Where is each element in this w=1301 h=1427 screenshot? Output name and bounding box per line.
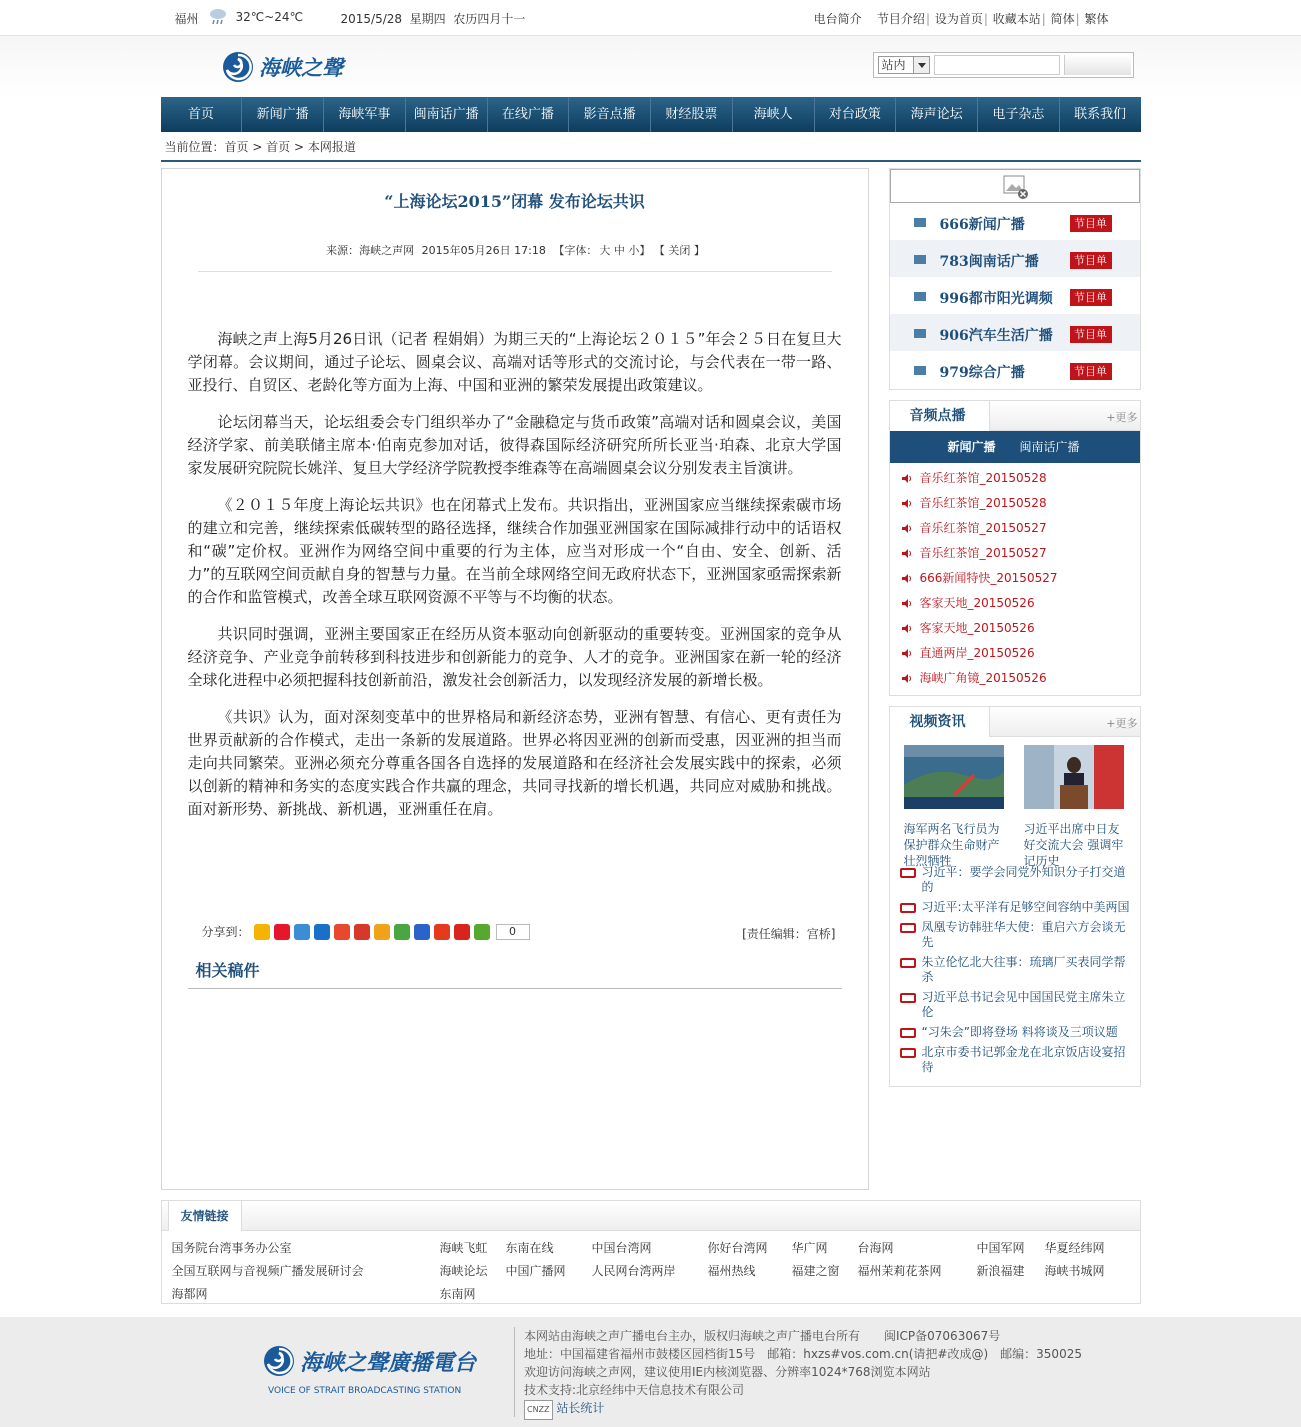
- speaker-icon: [902, 499, 912, 508]
- site-stats-link[interactable]: 站长统计: [556, 1401, 605, 1415]
- main-content: [161, 168, 1141, 1190]
- nav-taiwan-policy[interactable]: 对台政策: [815, 97, 897, 132]
- logo-text: 海峡之聲: [258, 55, 343, 80]
- friend-link[interactable]: 中国军网: [976, 1241, 1025, 1255]
- footer-browser-note: 欢迎访问海峡之声网，建议使用IE内核浏览器、分辨率1024*768浏览本网站: [524, 1365, 931, 1379]
- audio-item[interactable]: 海峡广角镜_20150526: [890, 666, 1140, 691]
- tab-news-broadcast[interactable]: 新闻广播: [947, 440, 996, 454]
- share-people-icon[interactable]: [354, 924, 370, 940]
- audio-box-title: 音频点播: [890, 401, 990, 431]
- main-nav: [161, 97, 1141, 132]
- audio-item[interactable]: 客家天地_20150526: [890, 591, 1140, 616]
- video-item[interactable]: 习近平:太平洋有足够空间容纳中美两国: [890, 900, 1140, 915]
- radio-station-row[interactable]: 906汽车生活广播 节目单: [890, 314, 1140, 351]
- video-card[interactable]: [904, 745, 1006, 869]
- link-program-intro[interactable]: 节目介绍: [876, 12, 925, 26]
- program-list-button[interactable]: 节目单: [1070, 326, 1112, 343]
- program-list-button[interactable]: 节目单: [1070, 289, 1112, 306]
- footer-logo-en: VOICE OF STRAIT BROADCASTING STATION: [268, 1386, 462, 1396]
- lunar-date: 农历四月十一: [453, 12, 526, 26]
- close-link[interactable]: 【 关闭 】: [653, 244, 705, 257]
- tv-icon: [900, 923, 916, 933]
- footer-logo: [262, 1331, 502, 1397]
- audio-item[interactable]: 客家天地_20150526: [890, 616, 1140, 641]
- share-clover-icon[interactable]: [394, 924, 410, 940]
- search-box: [873, 52, 1134, 78]
- article-time: 2015年05月26日 17:18: [421, 244, 546, 257]
- video-item[interactable]: 习近平总书记会见中国国民党主席朱立伦: [890, 990, 1140, 1020]
- site-logo[interactable]: [221, 50, 371, 84]
- friend-link[interactable]: 福州茉莉花茶网: [857, 1264, 942, 1278]
- friend-link[interactable]: 你好台湾网: [707, 1241, 768, 1255]
- video-featured: [890, 737, 1140, 868]
- friend-link[interactable]: 台海网: [857, 1241, 894, 1255]
- footer: [0, 1317, 1301, 1427]
- speaker-icon: [902, 524, 912, 533]
- video-news-box: [889, 706, 1141, 1087]
- friend-link[interactable]: 东南在线: [505, 1241, 554, 1255]
- sidebar: [889, 168, 1141, 1087]
- speaker-icon: [902, 599, 912, 608]
- video-item[interactable]: “习朱会”即将登场 料将谈及三项议题: [890, 1025, 1140, 1040]
- friend-link[interactable]: 全国互联网与音视频广播发展研讨会: [171, 1264, 364, 1278]
- friend-links-header: [162, 1201, 1140, 1231]
- font-size-small[interactable]: 小】: [628, 244, 651, 257]
- nav-minnan-broadcast[interactable]: 闽南话广播: [406, 97, 488, 132]
- share-count: 0: [496, 924, 530, 940]
- audio-box-header: [890, 401, 1140, 431]
- radio-station-row[interactable]: 996都市阳光调频 节目单: [890, 277, 1140, 314]
- search-input[interactable]: [934, 55, 1060, 75]
- speaker-icon: [902, 674, 912, 683]
- nav-strait-people[interactable]: 海峡人: [733, 97, 815, 132]
- share-tianya-icon[interactable]: [374, 924, 390, 940]
- share-label: 分享到：: [201, 925, 250, 939]
- footer-address: 地址：中国福建省福州市鼓楼区园档街15号 邮箱：hxzs#vos.com.cn(请把#改成@) 邮编：350025: [524, 1347, 1082, 1361]
- link-traditional[interactable]: 繁体: [1084, 12, 1109, 26]
- video-list: [890, 863, 1140, 1086]
- temperature: 32℃~24℃: [235, 10, 304, 24]
- video-title[interactable]: 习近平出席中日友好交流大会 强调牢记历史: [1023, 822, 1124, 868]
- radio-stations-box: [889, 168, 1141, 390]
- audio-on-demand-box: [889, 400, 1141, 696]
- video-title[interactable]: 海军两名飞行员为保护群众生命财产壮烈牺牲: [903, 822, 1000, 868]
- friend-link[interactable]: 东南网: [439, 1287, 476, 1301]
- tv-icon: [900, 958, 916, 968]
- program-list-button[interactable]: 节目单: [1070, 215, 1112, 232]
- tv-icon: [900, 1048, 916, 1058]
- friend-links-box: [161, 1200, 1141, 1304]
- tv-icon: [900, 993, 916, 1003]
- share-baidu-icon[interactable]: [414, 924, 430, 940]
- audio-item[interactable]: 音乐红茶馆_20150528: [890, 466, 1140, 491]
- friend-link[interactable]: 海都网: [171, 1287, 208, 1301]
- program-list-button[interactable]: 节目单: [1070, 252, 1112, 269]
- top-bar: [0, 0, 1301, 36]
- video-item[interactable]: 北京市委书记郭金龙在北京饭店设宴招待: [890, 1045, 1140, 1075]
- article-paragraph: 《共识》认为，面对深刻变革中的世界格局和新经济态势，亚洲有智慧、有信心、更有责任为世界贡献新的合作模式，走出一条新的发展道路。世界必将因亚洲的创新而受惠，因亚洲的担当而走向共同繁荣。亚洲必须充分尊重各国各自选择的发展道路和在经济社会发展实践中的探索，必须以创新的精神和务实的态度实践合作共赢的理念，共同寻找新的增长机遇，共同应对威胁和挑战。面对新形势、新挑战、新机遇，亚洲重任在肩。: [187, 708, 842, 818]
- link-set-home[interactable]: 设为首页: [934, 12, 983, 26]
- video-item[interactable]: 凤凰专访韩驻华大使：重启六方会谈无先: [890, 920, 1140, 950]
- friend-link[interactable]: 中国广播网: [505, 1264, 566, 1278]
- friend-link[interactable]: 福州热线: [707, 1264, 756, 1278]
- share-renren-icon[interactable]: [314, 924, 330, 940]
- friend-link[interactable]: 海峡论坛: [439, 1264, 488, 1278]
- banner-image-placeholder: [890, 169, 1140, 203]
- footer-info: [524, 1327, 1082, 1420]
- search-button[interactable]: [1064, 55, 1131, 75]
- share-qzone-icon[interactable]: [254, 924, 270, 940]
- audio-item[interactable]: 音乐红茶馆_20150527: [890, 541, 1140, 566]
- radio-icon: [914, 366, 926, 375]
- date: 2015/5/28: [340, 12, 403, 26]
- article-panel: [161, 168, 869, 1190]
- video-thumbnail[interactable]: [904, 745, 1004, 809]
- breadcrumb: 当前位置：首页 > 首页 > 本网报道: [161, 132, 1141, 162]
- share-bar: [202, 923, 530, 940]
- friend-link[interactable]: 华夏经纬网: [1044, 1241, 1105, 1255]
- friend-link[interactable]: 中国台湾网: [591, 1241, 652, 1255]
- article-body: [162, 328, 868, 821]
- nav-online-broadcast[interactable]: 在线广播: [488, 97, 570, 132]
- radio-station-row[interactable]: 979综合广播 节目单: [890, 351, 1140, 388]
- nav-contact[interactable]: 联系我们: [1074, 107, 1127, 122]
- radio-icon: [914, 292, 926, 301]
- share-netease-icon[interactable]: [434, 924, 450, 940]
- friend-link[interactable]: 人民网台湾两岸: [591, 1264, 676, 1278]
- footer-divider: [514, 1327, 515, 1417]
- audio-item[interactable]: 音乐红茶馆_20150528: [890, 491, 1140, 516]
- font-size-medium[interactable]: 中: [613, 244, 625, 257]
- nav-media-on-demand[interactable]: 影音点播: [569, 97, 651, 132]
- video-item[interactable]: 习近平：要学会同党外知识分子打交道的: [890, 865, 1140, 895]
- speaker-icon: [902, 474, 912, 483]
- link-simplified[interactable]: 简体: [1050, 12, 1075, 26]
- article-paragraph: 共识同时强调，亚洲主要国家正在经历从资本驱动向创新驱动的重要转变。亚洲国家的竞争从经济竞争、产业竞争前转移到科技进步和创新能力的竞争、人才的竞争。亚洲国家在新一轮的经济全球化进程中必须把握科技创新前沿，激发社会创新活力，以发现经济发展的新增长极。: [187, 625, 842, 689]
- radio-station-row[interactable]: 666新闻广播 节目单: [890, 203, 1140, 240]
- friend-link[interactable]: 新浪福建: [976, 1264, 1025, 1278]
- share-tqq-icon[interactable]: [294, 924, 310, 940]
- friend-link[interactable]: 海峡书城网: [1044, 1264, 1105, 1278]
- audio-more-link[interactable]: +更多: [1106, 411, 1138, 424]
- related-articles-title: 相关稿件: [188, 959, 842, 989]
- nav-forum[interactable]: 海声论坛: [896, 97, 978, 132]
- header: [0, 36, 1301, 97]
- friend-links-title: 友情链接: [168, 1201, 242, 1231]
- friend-link[interactable]: 华广网: [791, 1241, 828, 1255]
- speaker-icon: [902, 649, 912, 658]
- cnzz-badge[interactable]: CNZZ: [524, 1400, 553, 1420]
- friend-link[interactable]: 福建之窗: [791, 1264, 840, 1278]
- font-size-label: 【字体：: [553, 244, 598, 257]
- footer-logo-cn: 海峡之聲廣播電台: [300, 1350, 477, 1376]
- link-bookmark[interactable]: 收藏本站: [992, 12, 1041, 26]
- nav-finance[interactable]: 财经股票: [651, 97, 733, 132]
- date-line: [341, 10, 526, 27]
- friend-link[interactable]: 国务院台湾事务办公室: [171, 1241, 292, 1255]
- article-paragraph: 海峡之声上海5月26日讯（记者 程娟娟）为期三天的“上海论坛２０１５”年会２５日在复旦大学闭幕。会议期间，通过子论坛、圆桌会议、高端对话等形式的交流讨论，与会代表在一带一路、亚投行、自贸区、老龄化等方面为上海、中国和亚洲的繁荣发展提出政策建议。: [187, 330, 842, 394]
- share-sohu-icon[interactable]: [454, 924, 470, 940]
- footer-stats: [524, 1399, 1082, 1420]
- video-item[interactable]: 朱立伦忆北大往事：琉璃厂买表同学帮杀: [890, 955, 1140, 985]
- rain-cloud-icon: [207, 7, 229, 25]
- weekday: 星期四: [409, 12, 446, 26]
- radio-station-row[interactable]: 783闽南话广播 节目单: [890, 240, 1140, 277]
- nav-home[interactable]: 首页: [161, 97, 243, 132]
- footer-copyright: 本网站由海峡之声广播电台主办，版权归海峡之声广播电台所有 闽ICP备07063067号: [524, 1329, 1001, 1343]
- audio-tabs: [890, 431, 1140, 463]
- logo-swirl-icon: [221, 50, 371, 84]
- article-paragraph: 《２０１５年度上海论坛共识》也在闭幕式上发布。共识指出，亚洲国家应当继续探索碳市场的建立和完善，继续探索低碳转型的路径选择，继续合作加强亚洲国家在国际减排行动中的话语权和“碳”定价权。亚洲作为网络空间中重要的行为主体，应当对形成一个“自由、安全、创新、活力”的互联网空间贡献自身的智慧与力量。在当前全球网络空间无政府状态下，亚洲国家亟需探索新的合作和监管模式，改善全球互联网资源不平等与不均衡的状态。: [187, 496, 842, 606]
- radio-icon: [914, 255, 926, 264]
- audio-item[interactable]: 直通两岸_20150526: [890, 641, 1140, 666]
- speaker-icon: [902, 574, 912, 583]
- audio-item[interactable]: 音乐红茶馆_20150527: [890, 516, 1140, 541]
- broken-image-icon: [1003, 174, 1029, 200]
- program-list-button[interactable]: 节目单: [1070, 363, 1112, 380]
- font-size-large[interactable]: 大: [599, 244, 611, 257]
- link-station-intro[interactable]: 电台简介: [813, 12, 862, 26]
- audio-item[interactable]: 666新闻特快_20150527: [890, 566, 1140, 591]
- nav-news-broadcast[interactable]: 新闻广播: [242, 97, 324, 132]
- video-card[interactable]: [1024, 745, 1126, 869]
- speaker-icon: [902, 549, 912, 558]
- tv-icon: [900, 868, 916, 878]
- radio-icon: [914, 218, 926, 227]
- video-box-title: 视频资讯: [890, 707, 990, 737]
- chevron-down-icon: [913, 57, 929, 73]
- nav-e-magazine[interactable]: 电子杂志: [978, 97, 1060, 132]
- city-name: 福州: [174, 12, 199, 26]
- article-paragraph: 论坛闭幕当天，论坛组委会专门组织举办了“金融稳定与货币政策”高端对话和圆桌会议，美国经济学家、前美联储主席本·伯南克参加对话，彼得森国际经济研究所所长亚当·珀森、北京大学国家发展研究院院长姚洋、复旦大学经济学院教授李维森等在高端圆桌会议分别发表主旨演讲。: [187, 413, 842, 477]
- audio-list: [890, 463, 1140, 695]
- footer-tech-support: 技术支持:北京经纬中天信息技术有限公司: [524, 1383, 745, 1397]
- nav-military[interactable]: 海峡军事: [324, 97, 406, 132]
- tv-icon: [900, 903, 916, 913]
- search-scope-select[interactable]: 站内: [878, 56, 930, 74]
- share-more-icon[interactable]: [474, 924, 490, 940]
- speaker-icon: [902, 624, 912, 633]
- friend-link[interactable]: 海峡飞虹: [439, 1241, 488, 1255]
- video-thumbnail[interactable]: [1024, 745, 1124, 809]
- article-meta: [198, 242, 832, 272]
- article-title: “上海论坛2015”闭幕 发布论坛共识: [384, 192, 645, 211]
- responsible-editor: [责任编辑：宫桥]: [742, 927, 836, 941]
- tv-icon: [900, 1028, 916, 1038]
- share-weibo-icon[interactable]: [274, 924, 290, 940]
- article-source: 来源：海峡之声网: [326, 244, 415, 257]
- video-more-link[interactable]: +更多: [1106, 717, 1138, 730]
- radio-icon: [914, 329, 926, 338]
- top-links: 电台简介 节目介绍| 设为首页| 收藏本站| 简体| 繁体: [813, 12, 1109, 26]
- tab-minnan-broadcast[interactable]: 闽南话广播: [1019, 440, 1080, 454]
- video-box-header: [890, 707, 1140, 737]
- share-kaixin-icon[interactable]: [334, 924, 350, 940]
